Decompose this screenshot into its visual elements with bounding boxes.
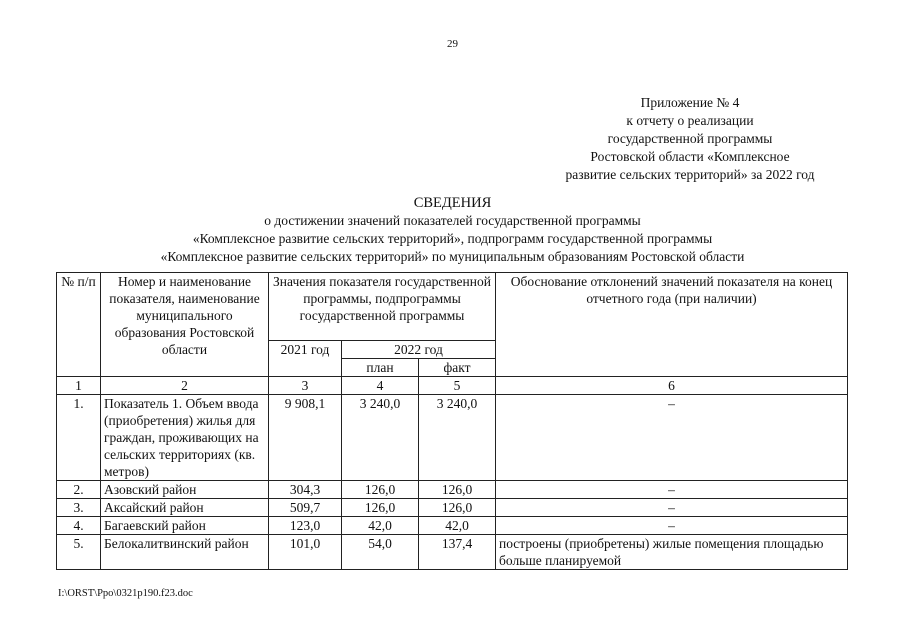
row-reason: – [496,499,848,517]
appendix-line: развитие сельских территорий» за 2022 год [565,167,815,182]
header-name: Номер и наименование показателя, наименование муниципального образования Ростовской области [101,273,269,377]
heading-line: о достижении значений показателей государственной программы [264,213,641,228]
appendix-line: государственной программы [607,131,773,146]
row-plan: 42,0 [342,517,419,535]
appendix-line: к отчету о реализации [626,113,754,128]
row-fact: 126,0 [419,499,496,517]
page-number: 29 [447,38,458,50]
row-reason: – [496,517,848,535]
row-num: 5. [57,535,101,570]
row-2021: 101,0 [269,535,342,570]
row-name: Багаевский район [101,517,269,535]
col-number: 1 [57,377,101,395]
col-number: 6 [496,377,848,395]
heading-line: «Комплексное развитие сельских территорий», подпрограмм государственной программы [192,231,713,246]
row-name: Белокалитвинский район [101,535,269,570]
header-num: № п/п [57,273,101,377]
col-number: 3 [269,377,342,395]
document-heading [0,194,905,266]
file-path-footer: I:\ORST\Ppo\0321p190.f23.doc [58,588,193,599]
appendix-block [540,94,840,184]
row-reason: – [496,481,848,499]
header-reason: Обоснование отклонений значений показателя на конец отчетного года (при наличии) [496,273,848,377]
row-fact: 137,4 [419,535,496,570]
row-reason: построены (приобретены) жилые помещения площадью больше планируемой [496,535,848,570]
row-num: 3. [57,499,101,517]
heading-line: «Комплексное развитие сельских территорий» по муниципальным образованиям Ростовской области [160,249,745,264]
header-2022: 2022 год [342,341,496,359]
appendix-line: Приложение № 4 [640,95,740,110]
table-row [57,481,848,499]
table-row [57,517,848,535]
row-num: 4. [57,517,101,535]
col-number: 5 [419,377,496,395]
row-name: Аксайский район [101,499,269,517]
indicators-table [56,272,848,570]
col-number: 2 [101,377,269,395]
row-name: Азовский район [101,481,269,499]
row-plan: 54,0 [342,535,419,570]
row-2021: 9 908,1 [269,395,342,481]
header-plan: план [342,359,419,377]
row-plan: 3 240,0 [342,395,419,481]
row-fact: 42,0 [419,517,496,535]
appendix-line: Ростовской области «Комплексное [590,149,790,164]
row-2021: 123,0 [269,517,342,535]
row-2021: 509,7 [269,499,342,517]
table-row [57,395,848,481]
header-values: Значения показателя государственной программы, подпрограммы государственной программы [269,273,496,341]
row-num: 2. [57,481,101,499]
row-2021: 304,3 [269,481,342,499]
row-fact: 3 240,0 [419,395,496,481]
table-row [57,535,848,570]
row-reason: – [496,395,848,481]
row-plan: 126,0 [342,481,419,499]
row-plan: 126,0 [342,499,419,517]
header-fact: факт [419,359,496,377]
row-num: 1. [57,395,101,481]
header-2021: 2021 год [269,341,342,377]
row-fact: 126,0 [419,481,496,499]
col-number: 4 [342,377,419,395]
table-row [57,499,848,517]
column-numbers-row [57,377,848,395]
document-title: СВЕДЕНИЯ [413,195,492,211]
row-name: Показатель 1. Объем ввода (приобретения) жилья для граждан, проживающих на сельских территориях (кв. метров) [101,395,269,481]
